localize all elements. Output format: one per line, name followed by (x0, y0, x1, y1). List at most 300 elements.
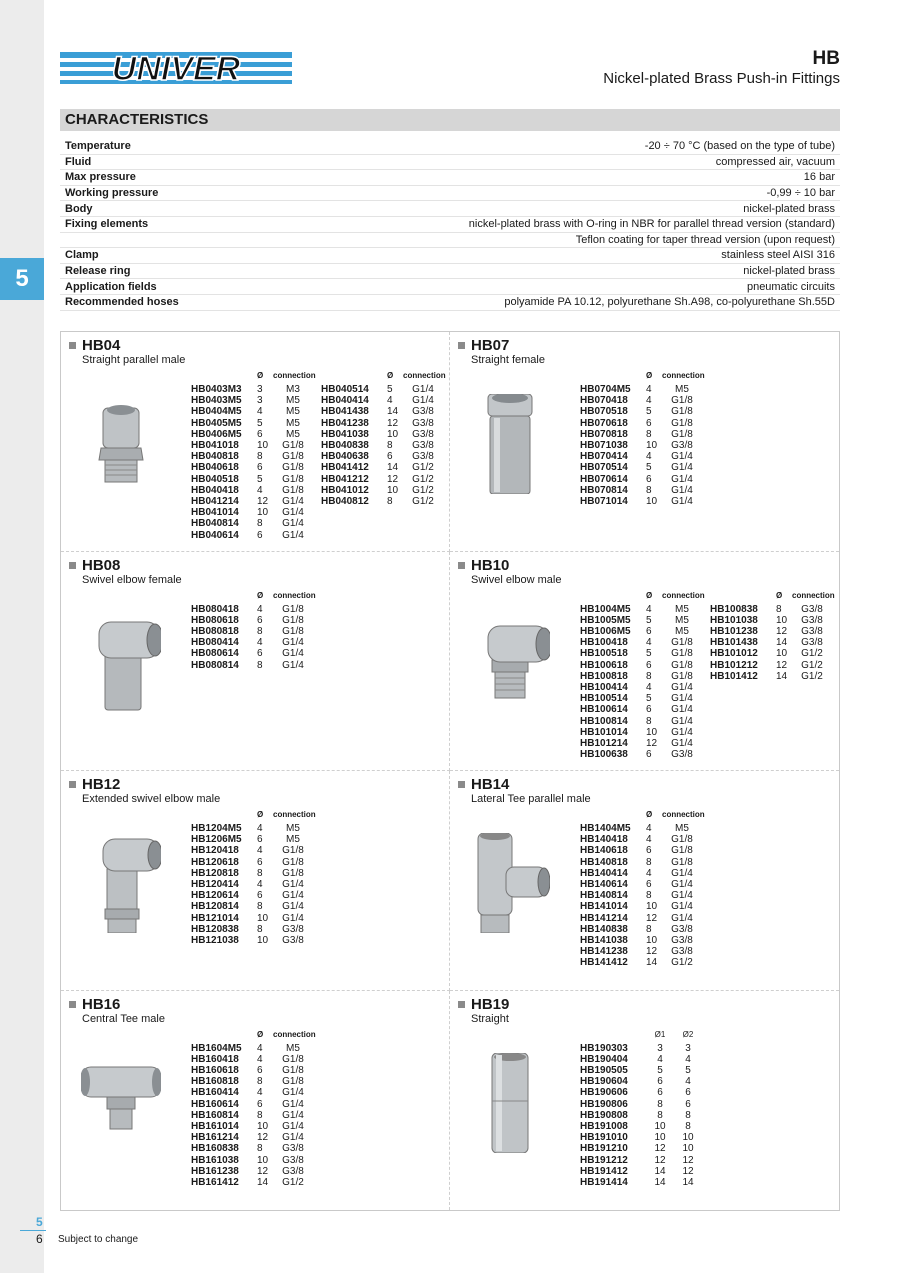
footer-page-number: 6 (36, 1232, 43, 1246)
header-connection: connection (403, 371, 446, 380)
table-row[interactable] (580, 485, 702, 496)
table-row[interactable] (580, 957, 702, 968)
table-row[interactable] (191, 418, 313, 429)
bullet-square-icon (69, 1001, 76, 1008)
product-code (69, 337, 120, 354)
table-row[interactable] (580, 857, 702, 868)
tube-diameter: 6 (257, 462, 263, 474)
table-row[interactable] (580, 384, 702, 395)
table-row[interactable] (580, 716, 702, 727)
table-row[interactable] (191, 1155, 313, 1166)
tube-diameter-2: 12 (682, 1165, 694, 1177)
table-row[interactable] (191, 637, 313, 648)
characteristic-label: Temperature (65, 140, 131, 153)
table-row[interactable] (191, 462, 313, 473)
thread-connection: G1/4 (282, 1098, 304, 1110)
product-name: Swivel elbow female (82, 573, 182, 586)
table-row[interactable] (580, 738, 702, 749)
header-connection: connection (273, 810, 316, 819)
product-name: Straight parallel male (82, 354, 186, 366)
table-row[interactable] (580, 727, 702, 738)
table-row[interactable] (580, 615, 702, 626)
tube-diameter: 12 (257, 1165, 269, 1177)
tube-diameter: 10 (387, 428, 399, 440)
thread-connection: G1/8 (282, 440, 304, 452)
table-row[interactable] (580, 1054, 702, 1065)
part-number: HB120414 (191, 879, 239, 891)
table-row[interactable] (710, 648, 832, 659)
table-row[interactable] (321, 418, 443, 429)
table-row[interactable] (191, 406, 313, 417)
table-row[interactable] (580, 637, 702, 648)
tube-diameter: 14 (654, 1165, 666, 1177)
tube-diameter: 14 (776, 670, 788, 682)
bullet-square-icon (69, 342, 76, 349)
thread-connection: G1/8 (282, 867, 304, 879)
bullet-square-icon (69, 562, 76, 569)
product-code (69, 776, 120, 793)
tube-diameter: 10 (654, 1120, 666, 1132)
tube-diameter: 4 (257, 879, 263, 891)
table-row[interactable] (321, 440, 443, 451)
characteristics-table (60, 139, 840, 311)
table-row[interactable] (580, 935, 702, 946)
table-row[interactable] (191, 604, 313, 615)
table-row[interactable] (191, 474, 313, 485)
product-name: Extended swivel elbow male (82, 793, 221, 805)
table-row[interactable] (321, 451, 443, 462)
table-row[interactable] (580, 1143, 702, 1154)
table-row[interactable] (580, 749, 702, 760)
product-table (580, 809, 705, 969)
table-row[interactable] (321, 429, 443, 440)
tube-diameter: 6 (257, 428, 263, 440)
tube-diameter: 5 (257, 417, 263, 429)
tube-diameter: 14 (387, 406, 399, 418)
table-row[interactable] (580, 845, 702, 856)
product-name: Straight female (471, 354, 545, 366)
product-code-text[interactable]: HB19 (471, 995, 510, 1013)
thread-connection: G1/4 (671, 879, 693, 891)
table-row[interactable] (321, 474, 443, 485)
part-number: HB041238 (321, 417, 369, 429)
footer-note: Subject to change (58, 1234, 139, 1245)
tube-diameter: 4 (657, 1053, 663, 1065)
thread-connection: G1/4 (412, 395, 434, 407)
thread-connection: G1/4 (671, 890, 693, 902)
thread-connection: G1/4 (671, 704, 693, 716)
thread-connection: M5 (286, 406, 300, 418)
table-row[interactable] (710, 626, 832, 637)
product-cell-hb14 (450, 771, 839, 991)
thread-connection: G3/8 (801, 603, 823, 615)
thread-connection: G1/2 (801, 648, 823, 660)
product-cell-hb12 (61, 771, 450, 991)
tube-diameter: 8 (387, 440, 393, 452)
table-row[interactable] (580, 671, 702, 682)
part-number: HB161214 (191, 1132, 239, 1144)
part-number: HB0406M5 (191, 428, 242, 440)
tube-diameter: 4 (257, 637, 263, 649)
table-header (191, 809, 316, 823)
table-row[interactable] (321, 462, 443, 473)
part-number: HB040812 (321, 496, 369, 508)
table-row[interactable] (321, 406, 443, 417)
thread-connection: G1/4 (282, 1087, 304, 1099)
thread-connection: G1/8 (671, 637, 693, 649)
thread-connection: G1/8 (282, 1053, 304, 1065)
table-row[interactable] (580, 660, 702, 671)
table-row[interactable] (191, 440, 313, 451)
thread-connection: G3/8 (412, 406, 434, 418)
thread-connection: G1/4 (671, 462, 693, 474)
part-number: HB140414 (580, 867, 628, 879)
table-row[interactable] (191, 507, 313, 518)
table-row[interactable] (580, 604, 702, 615)
table-row[interactable] (191, 1054, 313, 1065)
tube-diameter: 8 (646, 923, 652, 935)
table-row[interactable] (580, 834, 702, 845)
header-connection: connection (792, 590, 835, 600)
table-row[interactable] (710, 671, 832, 682)
table-row[interactable] (191, 1065, 313, 1076)
tube-diameter: 8 (646, 890, 652, 902)
tube-diameter: 6 (657, 1076, 663, 1088)
table-row[interactable] (191, 384, 313, 395)
thread-connection: G1/4 (282, 518, 304, 530)
table-row[interactable] (191, 518, 313, 529)
table-row[interactable] (580, 1043, 702, 1054)
thread-connection: G3/8 (801, 637, 823, 649)
tube-diameter: 10 (387, 484, 399, 496)
product-cell-hb10 (450, 552, 839, 772)
table-row[interactable] (580, 682, 702, 693)
table-row[interactable] (191, 496, 313, 507)
table-row[interactable] (191, 834, 313, 845)
thread-connection: M5 (286, 834, 300, 846)
footer-page-prev: 5 (36, 1215, 43, 1229)
table-row[interactable] (321, 485, 443, 496)
thread-connection: G1/8 (671, 417, 693, 429)
table-row[interactable] (191, 626, 313, 637)
thread-connection: G1/8 (671, 856, 693, 868)
table-row[interactable] (191, 395, 313, 406)
table-row[interactable] (580, 924, 702, 935)
tube-diameter: 10 (654, 1132, 666, 1144)
bullet-square-icon (458, 342, 465, 349)
table-row[interactable] (580, 890, 702, 901)
tube-diameter: 4 (257, 1042, 263, 1054)
table-row[interactable] (710, 637, 832, 648)
thread-connection: G1/4 (671, 737, 693, 749)
thread-connection: M5 (675, 384, 689, 395)
header-diameter: Ø (257, 371, 264, 380)
table-row[interactable] (191, 935, 313, 946)
product-code-text[interactable]: HB14 (471, 776, 510, 793)
table-row[interactable] (191, 845, 313, 856)
tube-diameter: 10 (776, 614, 788, 626)
table-header (580, 809, 705, 823)
part-number: HB040818 (191, 451, 239, 463)
tube-diameter: 10 (646, 901, 658, 913)
part-number: HB041012 (321, 484, 369, 496)
part-number: HB141214 (580, 912, 628, 924)
tube-diameter: 6 (257, 1064, 263, 1076)
part-number: HB100418 (580, 637, 628, 649)
thread-connection: M5 (675, 823, 689, 834)
table-row[interactable] (580, 440, 702, 451)
tube-diameter-2: 14 (682, 1176, 694, 1188)
table-row[interactable] (321, 496, 443, 507)
table-row[interactable] (710, 615, 832, 626)
part-number: HB160618 (191, 1064, 239, 1076)
part-number: HB161238 (191, 1165, 239, 1177)
characteristic-row (60, 233, 840, 249)
table-row[interactable] (580, 1076, 702, 1087)
product-name: Lateral Tee parallel male (471, 793, 591, 805)
tube-diameter: 10 (646, 496, 658, 508)
part-number: HB121038 (191, 935, 239, 947)
thread-connection: G1/4 (671, 496, 693, 508)
product-grid (60, 331, 840, 1211)
table-row[interactable] (580, 648, 702, 659)
table-row[interactable] (580, 451, 702, 462)
table-row[interactable] (580, 868, 702, 879)
tube-diameter: 8 (646, 856, 652, 868)
table-row[interactable] (580, 462, 702, 473)
part-number: HB1404M5 (580, 823, 631, 834)
table-row[interactable] (191, 1099, 313, 1110)
table-row[interactable] (191, 890, 313, 901)
table-row[interactable] (580, 823, 702, 834)
header-connection: connection (273, 1029, 316, 1039)
table-row[interactable] (191, 530, 313, 541)
table-header (710, 590, 835, 604)
table-row[interactable] (191, 868, 313, 879)
thread-connection: G1/4 (282, 648, 304, 660)
part-number: HB1604M5 (191, 1042, 242, 1054)
table-row[interactable] (580, 1087, 702, 1098)
table-row[interactable] (580, 1065, 702, 1076)
characteristic-value: -0,99 ÷ 10 bar (766, 187, 835, 200)
table-row[interactable] (580, 1110, 702, 1121)
table-row[interactable] (191, 429, 313, 440)
thread-connection: G1/2 (412, 473, 434, 485)
tube-diameter: 4 (646, 395, 652, 407)
table-row[interactable] (580, 879, 702, 890)
table-row[interactable] (580, 496, 702, 507)
table-row[interactable] (580, 474, 702, 485)
part-number: HB080818 (191, 625, 239, 637)
table-row[interactable] (191, 1121, 313, 1132)
thread-connection: G1/4 (671, 912, 693, 924)
table-row[interactable] (191, 1043, 313, 1054)
thread-connection: G1/8 (671, 648, 693, 660)
thread-connection: G1/8 (282, 473, 304, 485)
table-row[interactable] (580, 1177, 702, 1188)
thread-connection: G1/8 (282, 462, 304, 474)
table-row[interactable] (191, 913, 313, 924)
part-number: HB070814 (580, 484, 628, 496)
table-row[interactable] (191, 648, 313, 659)
table-row[interactable] (191, 451, 313, 462)
thread-connection: G3/8 (801, 625, 823, 637)
part-number: HB100814 (580, 715, 628, 727)
bullet-square-icon (69, 781, 76, 788)
table-row[interactable] (710, 604, 832, 615)
product-name: Central Tee male (82, 1012, 165, 1025)
tube-diameter: 4 (646, 384, 652, 395)
table-row[interactable] (580, 1155, 702, 1166)
table-row[interactable] (191, 615, 313, 626)
characteristic-row (60, 217, 840, 233)
tube-diameter-2: 5 (685, 1064, 691, 1076)
thread-connection: M5 (286, 823, 300, 834)
thread-connection: G1/8 (671, 395, 693, 407)
tube-diameter: 10 (646, 440, 658, 452)
table-row[interactable] (580, 1121, 702, 1132)
tube-diameter: 12 (387, 417, 399, 429)
thread-connection: G1/4 (282, 1109, 304, 1121)
tube-diameter: 4 (387, 395, 393, 407)
part-number: HB101212 (710, 659, 758, 671)
characteristic-value: compressed air, vacuum (715, 155, 835, 168)
product-cell-hb16 (61, 991, 450, 1211)
table-row[interactable] (580, 406, 702, 417)
part-number: HB101412 (710, 670, 758, 682)
table-row[interactable] (710, 660, 832, 671)
table-row[interactable] (191, 660, 313, 671)
header-code (191, 809, 257, 823)
product-code-text[interactable]: HB04 (82, 337, 121, 354)
table-row[interactable] (191, 879, 313, 890)
product-code (458, 557, 509, 574)
tube-diameter: 4 (646, 834, 652, 846)
product-table (580, 370, 705, 508)
thread-connection: G1/4 (671, 867, 693, 879)
characteristic-row (60, 248, 840, 264)
tube-diameter-2: 8 (685, 1109, 691, 1121)
table-row[interactable] (580, 626, 702, 637)
table-row[interactable] (580, 1132, 702, 1143)
header-diameter: Ø (257, 1029, 264, 1039)
thread-connection: G1/4 (671, 681, 693, 693)
part-number: HB190404 (580, 1053, 628, 1065)
part-number: HB101214 (580, 737, 628, 749)
table-row[interactable] (191, 901, 313, 912)
table-row[interactable] (321, 395, 443, 406)
tube-diameter-2: 4 (685, 1076, 691, 1088)
tube-diameter: 5 (657, 1064, 663, 1076)
table-row[interactable] (191, 823, 313, 834)
tube-diameter: 8 (387, 496, 393, 508)
header-diameter: Ø (646, 590, 653, 600)
part-number: HB120814 (191, 901, 239, 913)
tube-diameter: 6 (257, 614, 263, 626)
table-row[interactable] (191, 1076, 313, 1087)
table-row[interactable] (191, 1110, 313, 1121)
table-row[interactable] (580, 429, 702, 440)
header-code (580, 809, 646, 823)
part-number: HB1204M5 (191, 823, 242, 834)
thread-connection: G3/8 (282, 1154, 304, 1166)
table-row[interactable] (191, 1166, 313, 1177)
thread-connection: M5 (675, 603, 689, 615)
table-row[interactable] (580, 901, 702, 912)
part-number: HB100818 (580, 670, 628, 682)
part-number: HB080418 (191, 603, 239, 615)
part-number: HB161412 (191, 1176, 239, 1188)
product-cell-hb07 (450, 332, 839, 552)
table-row[interactable] (580, 946, 702, 957)
table-row[interactable] (580, 693, 702, 704)
product-code-text[interactable]: HB12 (82, 776, 121, 793)
table-row[interactable] (191, 1177, 313, 1188)
table-row[interactable] (191, 924, 313, 935)
header-code (580, 1029, 646, 1043)
tube-diameter: 10 (257, 1154, 269, 1166)
product-code-text[interactable]: HB07 (471, 337, 510, 354)
part-number: HB190303 (580, 1042, 628, 1054)
header-connection: connection (662, 810, 705, 819)
tube-diameter: 12 (654, 1143, 666, 1155)
table-row[interactable] (191, 1087, 313, 1098)
swivel-elbow-female-image (81, 614, 161, 714)
part-number: HB120818 (191, 867, 239, 879)
product-code-text[interactable]: HB08 (82, 556, 121, 574)
product-table (191, 590, 316, 671)
part-number: HB040414 (321, 395, 369, 407)
table-row[interactable] (580, 913, 702, 924)
product-code-text[interactable]: HB16 (82, 995, 121, 1013)
characteristic-row (60, 201, 840, 217)
tube-diameter: 12 (257, 1132, 269, 1144)
characteristic-label: Working pressure (65, 187, 159, 200)
tube-diameter: 4 (646, 681, 652, 693)
table-row[interactable] (321, 384, 443, 395)
part-number: HB080614 (191, 648, 239, 660)
extended-swivel-elbow-image (81, 833, 161, 933)
tube-diameter: 10 (257, 1120, 269, 1132)
thread-connection: G3/8 (282, 1165, 304, 1177)
header-code (191, 1029, 257, 1043)
table-row[interactable] (580, 704, 702, 715)
central-tee-image (81, 1053, 161, 1153)
tube-diameter-2: 3 (685, 1042, 691, 1054)
tube-diameter: 14 (776, 637, 788, 649)
thread-connection: M5 (286, 417, 300, 429)
part-number: HB1206M5 (191, 834, 242, 846)
table-row[interactable] (580, 1166, 702, 1177)
thread-connection: G1/4 (412, 384, 434, 395)
table-row[interactable] (191, 1143, 313, 1154)
table-row[interactable] (580, 418, 702, 429)
thread-connection: G1/4 (282, 496, 304, 508)
part-number: HB121014 (191, 912, 239, 924)
table-row[interactable] (191, 1132, 313, 1143)
table-row[interactable] (580, 1099, 702, 1110)
part-number: HB100638 (580, 749, 628, 761)
product-cell-hb04 (61, 332, 450, 552)
table-row[interactable] (191, 485, 313, 496)
section-tab[interactable]: 5 (0, 258, 44, 300)
table-row[interactable] (580, 395, 702, 406)
table-row[interactable] (191, 857, 313, 868)
product-code-text[interactable]: HB10 (471, 556, 510, 574)
tube-diameter-2: 6 (685, 1098, 691, 1110)
tube-diameter: 8 (257, 901, 263, 913)
thread-connection: G1/4 (282, 637, 304, 649)
